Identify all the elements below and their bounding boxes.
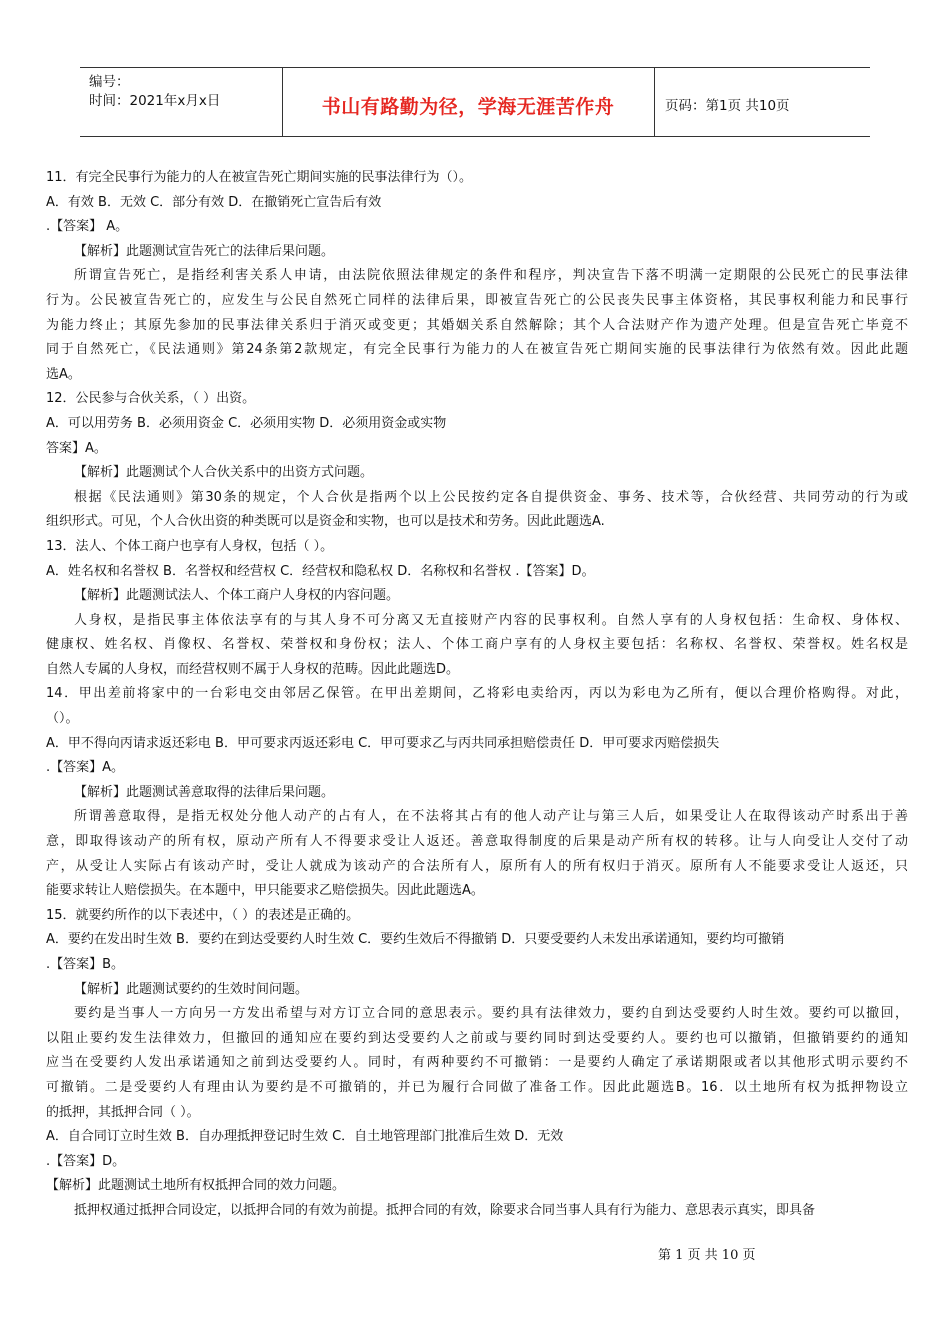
page-header (80, 67, 870, 137)
text-line: 选A。 (46, 366, 81, 382)
text-line: A．有效 B．无效 C．部分有效 D．在撤销死亡宣告后有效 (46, 194, 382, 210)
text-line: 健康权、姓名权、肖像权、名誉权、荣誉权和身份权；法人、个体工商户享有的人身权主要包括：名称权、名誉权、荣誉权。姓名权是 (46, 637, 908, 653)
document-date: 时间：2021年x月x日 (89, 93, 221, 109)
header-info-cell (80, 68, 283, 136)
text-line: 【解析】此题测试宣告死亡的法律后果问题。 (74, 243, 335, 259)
text-line: .【答案】A。 (46, 760, 125, 776)
text-line: 意，即取得该动产的所有权，原动产所有人不得要求受让人返还。善意取得制度的后果是动产所有权的转移。让与人向受让人交付了动 (46, 834, 908, 850)
text-line: 为能力终止；其原先参加的民事法律关系归于消灭或变更；其婚姻关系自然解除；其个人合法财产作为遗产处理。但是宣告死亡毕竟不 (46, 317, 908, 333)
text-line: 以阻止要约发生法律效力，但撤回的通知应在要约到达受要约人之前或与要约同时到达受要约人。要约也可以撤销，但撤销要约的通知 (46, 1030, 908, 1046)
text-line: 的抵押，其抵押合同（ ）。 (46, 1104, 200, 1120)
text-line: 【解析】此题测试土地所有权抵押合同的效力问题。 (46, 1178, 346, 1194)
text-line: 人身权，是指民事主体依法享有的与其人身不可分离又无直接财产内容的民事权利。自然人享有的人身权包括：生命权、身体权、 (74, 612, 908, 628)
text-line: 14．甲出差前将家中的一台彩电交由邻居乙保管。在甲出差期间，乙将彩电卖给丙，丙以为彩电为乙所有，便以合理价格购得。对此， (46, 686, 908, 702)
text-line: 所谓宣告死亡，是指经利害关系人申请，由法院依照法律规定的条件和程序，判决宣告下落不明满一定期限的公民死亡的民事法律 (74, 268, 908, 284)
text-line: 根据《民法通则》第30条的规定，个人合伙是指两个以上公民按约定各自提供资金、事务、技术等，合伙经营、共同劳动的行为或 (74, 489, 908, 505)
text-line: .【答案】D。 (46, 1153, 126, 1169)
text-line: A．要约在发出时生效 B．要约在到达受要约人时生效 C．要约生效后不得撤销 D．只要受要约人未发出承诺通知，要约均可撤销 (46, 932, 785, 948)
text-line: 组织形式。可见，个人合伙出资的种类既可以是资金和实物，也可以是技术和劳务。因此此题选A. (46, 514, 605, 530)
document-body (46, 166, 908, 1224)
text-line: A．姓名权和名誉权 B．名誉权和经营权 C．经营权和隐私权 D．名称权和名誉权 .【答案】D。 (46, 563, 595, 579)
document-number-label: 编号： (89, 74, 130, 90)
text-line: 能要求转让人赔偿损失。在本题中，甲只能要求乙赔偿损失。因此此题选A。 (46, 883, 484, 899)
text-line: 【解析】此题测试要约的生效时间问题。 (74, 981, 309, 997)
text-line: 行为。公民被宣告死亡的，应发生与公民自然死亡同样的法律后果，即被宣告死亡的公民丧失民事主体资格，其民事权利能力和民事行 (46, 292, 908, 308)
text-line: 所谓善意取得，是指无权处分他人动产的占有人，在不法将其占有的他人动产让与第三人后，如果受让人在取得该动产时系出于善 (74, 809, 908, 825)
header-page-info: 页码：第1页 共10页 (665, 98, 790, 114)
text-line: 抵押权通过抵押合同设定，以抵押合同的有效为前提。抵押合同的有效，除要求合同当事人具有行为能力、意思表示真实，即具备 (74, 1202, 816, 1218)
text-line: 13．法人、个体工商户也享有人身权，包括（ ）。 (46, 538, 334, 554)
header-motto: 书山有路勤为径，学海无涯苦作舟 (321, 96, 615, 118)
text-line: 同于自然死亡，《民法通则》第24条第2款规定，有完全民事行为能力的人在被宣告死亡期间实施的民事法律行为依然有效。因此此题 (46, 342, 908, 358)
text-line: 12．公民参与合伙关系，（ ）出资。 (46, 391, 256, 407)
text-line: 11．有完全民事行为能力的人在被宣告死亡期间实施的民事法律行为（）。 (46, 170, 473, 185)
header-motto-cell (282, 68, 655, 136)
text-line: 15．就要约所作的以下表述中，（ ）的表述是正确的。 (46, 907, 360, 923)
header-page-cell (654, 68, 870, 136)
text-line: 可撤销。二是受要约人有理由认为要约是不可撤销的，并已为履行合同做了准备工作。因此此题选B。16．以土地所有权为抵押物设立 (46, 1079, 908, 1095)
page-footer: 第 1 页 共 10 页 (658, 1248, 756, 1263)
text-line: A．可以用劳务 B．必须用资金 C．必须用实物 D．必须用资金或实物 (46, 415, 447, 431)
text-line: 要约是当事人一方向另一方发出希望与对方订立合同的意思表示。要约具有法律效力，要约自到达受要约人时生效。要约可以撤回， (74, 1006, 908, 1022)
text-line: A．甲不得向丙请求返还彩电 B．甲可要求丙返还彩电 C．甲可要求乙与丙共同承担赔偿责任 D．甲可要求丙赔偿损失 (46, 735, 720, 751)
text-line: 产，从受让人实际占有该动产时，受让人就成为该动产的合法所有人，原所有人的所有权归于消灭。原所有人不能要求受让人返还，只 (46, 858, 908, 874)
text-line: （）。 (46, 711, 79, 727)
text-line: 应当在受要约人发出承诺通知之前到达受要约人。同时，有两种要约不可撤销：一是要约人确定了承诺期限或者以其他形式明示要约不 (46, 1055, 908, 1071)
text-line: 【解析】此题测试善意取得的法律后果问题。 (74, 784, 335, 800)
text-line: .【答案】B。 (46, 957, 125, 972)
text-line: 答案】A。 (46, 440, 107, 456)
text-line: A．自合同订立时生效 B．自办理抵押登记时生效 C．自土地管理部门批准后生效 D．无效 (46, 1129, 564, 1145)
text-line: .【答案】 A。 (46, 219, 129, 235)
text-line: 【解析】此题测试法人、个体工商户人身权的内容问题。 (74, 588, 400, 604)
text-line: 【解析】此题测试个人合伙关系中的出资方式问题。 (74, 465, 374, 481)
text-line: 自然人专属的人身权，而经营权则不属于人身权的范畴。因此此题选D。 (46, 661, 460, 677)
